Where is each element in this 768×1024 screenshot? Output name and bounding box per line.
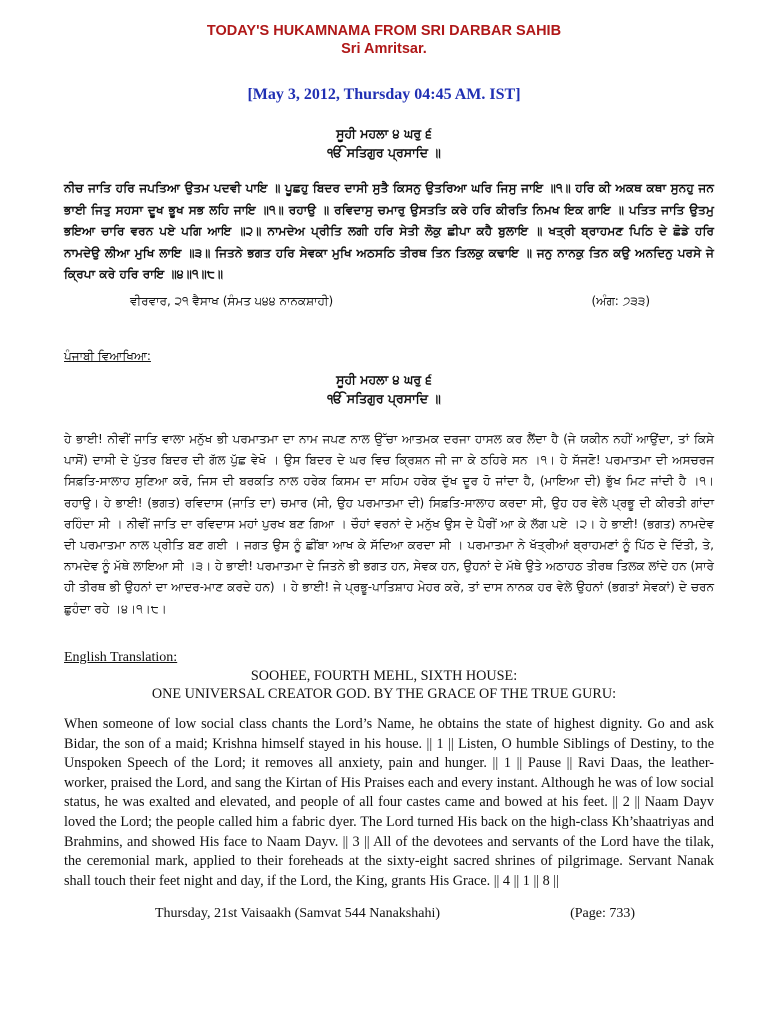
- gurbani-info-row: [130, 292, 650, 310]
- punjabi-heading-line-1: ਸੂਹੀ ਮਹਲਾ ੪ ਘਰੁ ੬: [336, 372, 432, 387]
- punjabi-heading: [0, 370, 768, 408]
- gurbani-heading-line-2: ੴ ਸਤਿਗੁਰ ਪ੍ਰਸਾਦਿ ॥: [327, 145, 441, 160]
- document-title: [0, 22, 768, 58]
- gurbani-heading: [0, 124, 768, 162]
- gurbani-text: ਨੀਚ ਜਾਤਿ ਹਰਿ ਜਪਤਿਆ ਉਤਮ ਪਦਵੀ ਪਾਇ ॥ ਪੂਛਹੁ ਬਿਦਰ ਦਾਸੀ ਸੁਤੈ ਕਿਸਨੁ ਉਤਰਿਆ ਘਰਿ ਜਿਸੁ ਜਾਇ ॥੧॥ ਹਰਿ ਕੀ ਅਕਥ ਕਥਾ ਸੁਨਹੁ ਜਨ ਭਾਈ ਜਿਤੁ ਸਹਸਾ ਦੂਖ ਭੂਖ ਸਭ ਲਹਿ ਜਾਇ ॥੧॥ ਰਹਾਉ ॥ ਰਵਿਦਾਸੁ ਚਮਾਰੁ ਉਸਤਤਿ ਕਰੇ ਹਰਿ ਕੀਰਤਿ ਨਿਮਖ ਇਕ ਗਾਇ ॥ ਪਤਿਤ ਜਾਤਿ ਉਤਮੁ ਭਇਆ ਚਾਰਿ ਵਰਨ ਪਏ ਪਗਿ ਆਇ ॥੨॥ ਨਾਮਦੇਅ ਪ੍ਰੀਤਿ ਲਗੀ ਹਰਿ ਸੇਤੀ ਲੋਕੁ ਛੀਪਾ ਕਹੈ ਬੁਲਾਇ ॥ ਖਤ੍ਰੀ ਬ੍ਰਾਹਮਣ ਪਿਠਿ ਦੇ ਛੋਡੇ ਹਰਿ ਨਾਮਦੇਉ ਲੀਆ ਮੁਖਿ ਲਾਇ ॥੩॥ ਜਿਤਨੇ ਭਗਤ ਹਰਿ ਸੇਵਕਾ ਮੁਖਿ ਅਠਸਠਿ ਤੀਰਥ ਤਿਨ ਤਿਲਕੁ ਕਢਾਇ ॥ ਜਨੁ ਨਾਨਕੁ ਤਿਨ ਕਉ ਅਨਦਿਨੁ ਪਰਸੇ ਜੇ ਕ੍ਰਿਪਾ ਕਰੇ ਹਰਿ ਰਾਇ ॥੪॥੧॥੮॥: [64, 181, 714, 282]
- english-text: When someone of low social class chants the Lord’s Name, he obtains the state of highest dignity. Go and ask Bidar, the son of a maid; Krishna himself stayed in his house. || 1 || Listen, O humble Siblings of Destiny, to the Unspoken Speech of the Lord; it removes all anxiety, pain and hunger. || 1 || Pause || Ravi Daas, the leather-worker, praised the Lord, and sang the Kirtan of His Praises each and every instant. Although he was of low social status, he was exalted and elevated, and people of all four castes came and bowed at his feet. || 2 || Naam Dayv loved the Lord; the people called him a fabric dyer. The Lord turned His back on the high-class Kh’shaatriyas and Brahmins, and showed His face to Naam Dayv. || 3 || All of the devotees and servants of the Lord have the tilak, the ceremonial mark, applied to their foreheads at the sixty-eight sacred shrines of pilgrimage. Servant Nanak shall touch their feet night and day, if the Lord, the King, grants His Grace. || 4 || 1 || 8 ||: [64, 716, 714, 889]
- title-line-1: TODAY'S HUKAMNAMA FROM SRI DARBAR SAHIB: [206, 23, 562, 39]
- title-line-2: Sri Amritsar.: [341, 41, 427, 57]
- english-date: Thursday, 21st Vaisaakh (Samvat 544 Nanakshahi): [155, 906, 440, 921]
- punjabi-text: ਹੇ ਭਾਈ! ਨੀਵੀਂ ਜਾਤਿ ਵਾਲਾ ਮਨੁੱਖ ਭੀ ਪਰਮਾਤਮਾ ਦਾ ਨਾਮ ਜਪਣ ਨਾਲ ਉੱਚਾ ਆਤਮਕ ਦਰਜਾ ਹਾਸਲ ਕਰ ਲੈਂਦਾ ਹੈ (ਜੇ ਯਕੀਨ ਨਹੀਂ ਆਉਂਦਾ, ਤਾਂ ਕਿਸੇ ਪਾਸੋਂ) ਦਾਸੀ ਦੇ ਪੁੱਤਰ ਬਿਦਰ ਦੀ ਗੱਲ ਪੁੱਛ ਵੇਖੋ । ਉਸ ਬਿਦਰ ਦੇ ਘਰ ਵਿਚ ਕ੍ਰਿਸ਼ਨ ਜੀ ਜਾ ਕੇ ਠਹਿਰੇ ਸਨ ।੧। ਹੇ ਸੱਜਣੋ! ਪਰਮਾਤਮਾ ਦੀ ਅਸਚਰਜ ਸਿਫ਼ਤਿ-ਸਾਲਾਹ ਸੁਣਿਆ ਕਰੋ, ਜਿਸ ਦੀ ਬਰਕਤਿ ਨਾਲ ਹਰੇਕ ਕਿਸਮ ਦਾ ਸਹਿਮ ਹਰੇਕ ਦੁੱਖ ਦੂਰ ਹੋ ਜਾਂਦਾ ਹੈ, (ਮਾਇਆ ਦੀ) ਭੁੱਖ ਮਿਟ ਜਾਂਦੀ ਹੈ ।੧।ਰਹਾਉ। ਹੇ ਭਾਈ! (ਭਗਤ) ਰਵਿਦਾਸ (ਜਾਤਿ ਦਾ) ਚਮਾਰ (ਸੀ, ਉਹ ਪਰਮਾਤਮਾ ਦੀ) ਸਿਫ਼ਤਿ-ਸਾਲਾਹ ਕਰਦਾ ਸੀ, ਉਹ ਹਰ ਵੇਲੇ ਪ੍ਰਭੂ ਦੀ ਕੀਰਤੀ ਗਾਂਦਾ ਰਹਿੰਦਾ ਸੀ । ਨੀਵੀਂ ਜਾਤਿ ਦਾ ਰਵਿਦਾਸ ਮਹਾਂ ਪੁਰਖ ਬਣ ਗਿਆ । ਚੌਹਾਂ ਵਰਨਾਂ ਦੇ ਮਨੁੱਖ ਉਸ ਦੇ ਪੈਰੀਂ ਆ ਕੇ ਲੱਗ ਪਏ ।੨। ਹੇ ਭਾਈ! (ਭਗਤ) ਨਾਮਦੇਵ ਦੀ ਪਰਮਾਤਮਾ ਨਾਲ ਪ੍ਰੀਤਿ ਬਣ ਗਈ । ਜਗਤ ਉਸ ਨੂੰ ਛੀਂਬਾ ਆਖ ਕੇ ਸੱਦਿਆ ਕਰਦਾ ਸੀ । ਪਰਮਾਤਮਾ ਨੇ ਖੱਤ੍ਰੀਆਂ ਬ੍ਰਾਹਮਣਾਂ ਨੂੰ ਪਿੱਠ ਦੇ ਦਿੱਤੀ, ਤੇ, ਨਾਮਦੇਵ ਨੂੰ ਮੱਥੇ ਲਾਇਆ ਸੀ ।੩। ਹੇ ਭਾਈ! ਪਰਮਾਤਮਾ ਦੇ ਜਿਤਨੇ ਭੀ ਭਗਤ ਹਨ, ਸੇਵਕ ਹਨ, ਉਹਨਾਂ ਦੇ ਮੱਥੇ ਉਤੇ ਅਠਾਹਠ ਤੀਰਥ ਤਿਲਕ ਲਾਂਦੇ ਹਨ (ਸਾਰੇ ਹੀ ਤੀਰਥ ਭੀ ਉਹਨਾਂ ਦਾ ਆਦਰ-ਮਾਣ ਕਰਦੇ ਹਨ) । ਹੇ ਭਾਈ! ਜੇ ਪ੍ਰਭੂ-ਪਾਤਿਸ਼ਾਹ ਮੇਹਰ ਕਰੇ, ਤਾਂ ਦਾਸ ਨਾਨਕ ਹਰ ਵੇਲੇ ਉਹਨਾਂ (ਭਗਤਾਂ ਸੇਵਕਾਂ) ਦੇ ਚਰਨ ਛੁਹੰਦਾ ਰਹੇ ।੪।੧।੮।: [64, 432, 714, 616]
- english-page: (Page: 733): [570, 906, 635, 921]
- gurbani-heading-line-1: ਸੂਹੀ ਮਹਲਾ ੪ ਘਰੁ ੬: [336, 126, 432, 141]
- english-heading-line-1: SOOHEE, FOURTH MEHL, SIXTH HOUSE:: [250, 668, 518, 684]
- gurbani-ang: (ਅੰਗ: ੭੩੩): [591, 294, 650, 308]
- punjabi-label: ਪੰਜਾਬੀ ਵਿਆਖਿਆ:: [64, 349, 151, 363]
- english-footer: [155, 906, 635, 922]
- english-heading: [0, 667, 768, 703]
- gurbani-date: ਵੀਰਵਾਰ, ੨੧ ਵੈਸਾਖ (ਸੰਮਤ ੫੪੪ ਨਾਨਕਸ਼ਾਹੀ): [130, 294, 334, 308]
- english-heading-line-2: ONE UNIVERSAL CREATOR GOD. BY THE GRACE OF THE TRUE GURU:: [151, 686, 617, 702]
- punjabi-heading-line-2: ੴ ਸਤਿਗੁਰ ਪ੍ਰਸਾਦਿ ॥: [327, 391, 441, 406]
- dateline: [May 3, 2012, Thursday 04:45 AM. IST]: [247, 86, 521, 103]
- english-label: English Translation:: [64, 650, 178, 665]
